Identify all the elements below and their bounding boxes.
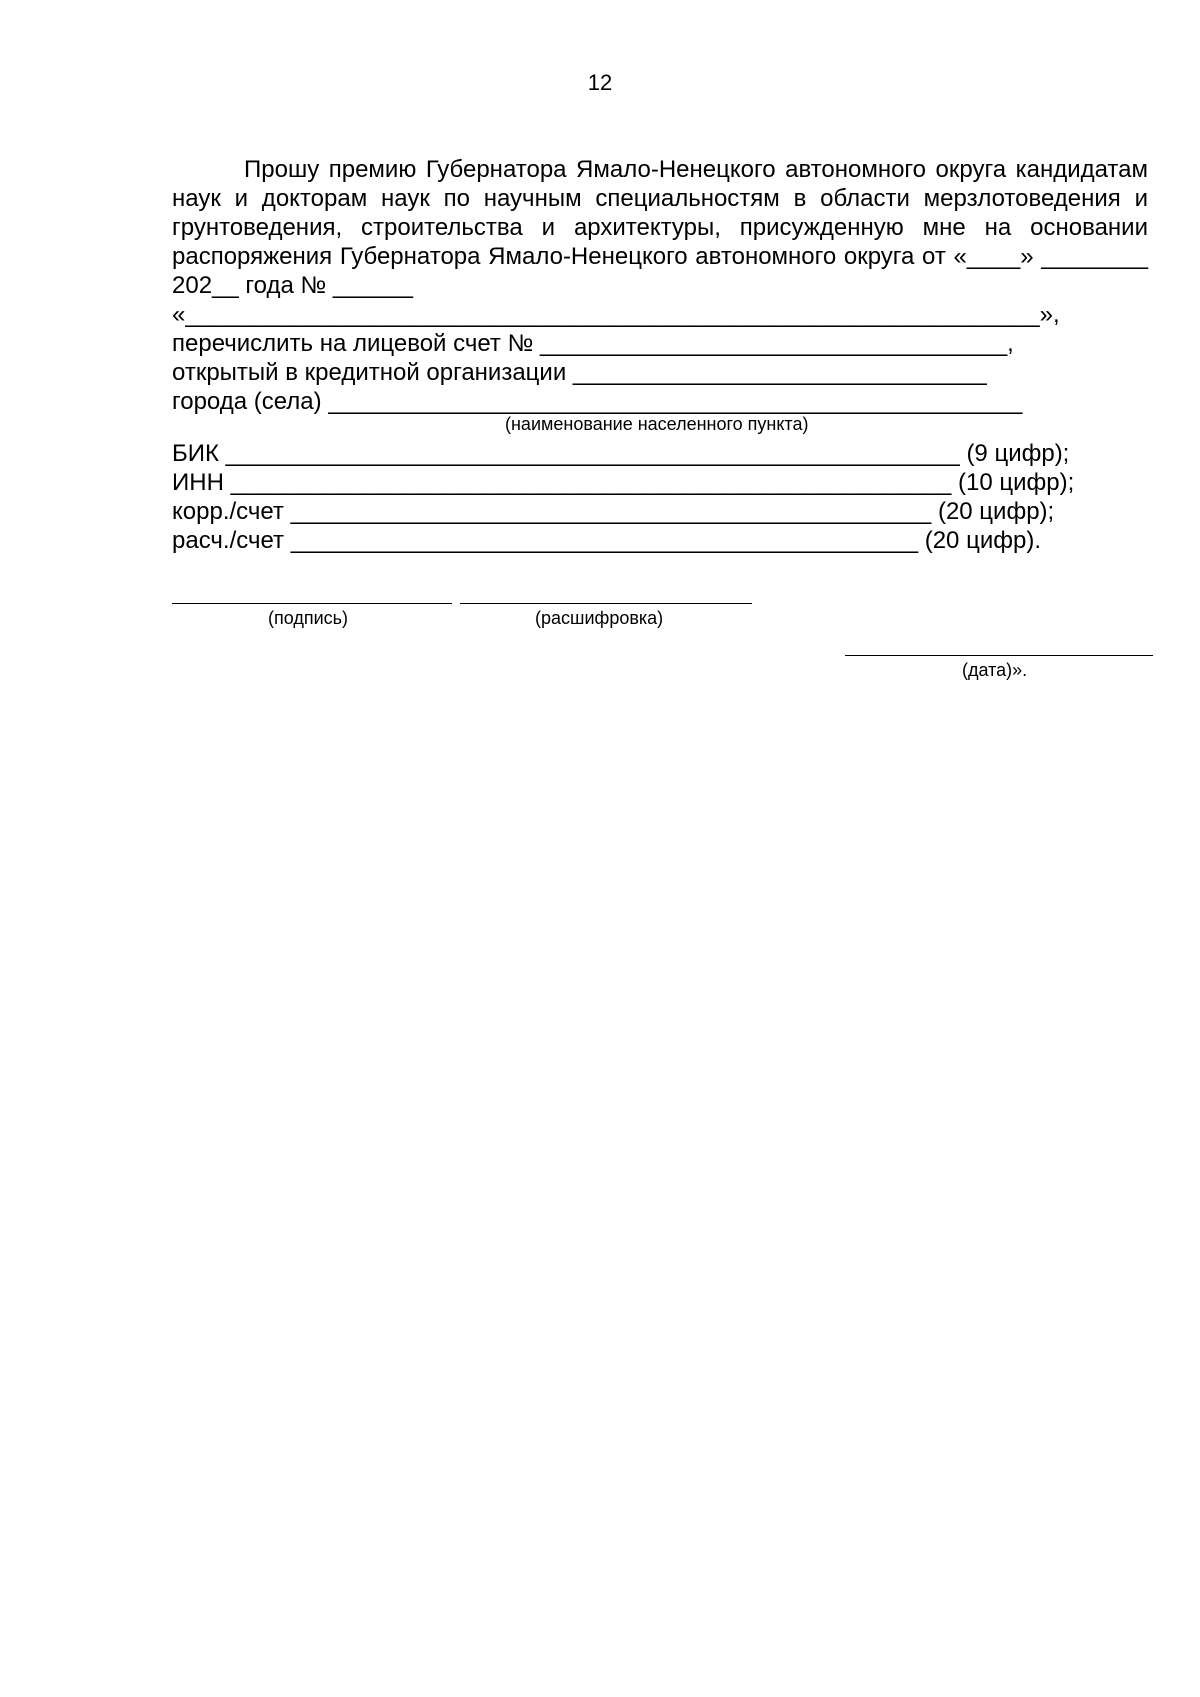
bik-line: БИК _______________________________________________________ (9 цифр);: [172, 440, 1070, 467]
quote-line: «________________________________________________________________»,: [172, 301, 1060, 328]
account-line: перечислить на лицевой счет № ___________________________________,: [172, 330, 1014, 357]
date-rule: [845, 655, 1153, 656]
decryption-rule: [460, 603, 752, 604]
date-caption: (дата)».: [962, 660, 1028, 680]
city-line: города (села) ____________________________________________________: [172, 388, 1023, 415]
settlement-caption: (наименование населенного пункта): [505, 414, 809, 434]
decryption-caption: (расшифровка): [535, 608, 664, 628]
signature-rule: [172, 603, 452, 604]
settlement-account-line: расч./счет _______________________________________________ (20 цифр).: [172, 527, 1041, 554]
page-number: 12: [587, 70, 613, 95]
corr-account-line: корр./счет ________________________________________________ (20 цифр);: [172, 498, 1055, 525]
inn-line: ИНН ______________________________________________________ (10 цифр);: [172, 469, 1075, 496]
request-paragraph: Прошу премию Губернатора Ямало-Ненецкого автономного округа кандидатам наук и докторам наук по научным специальностям в области мерзлотоведения и грунтоведения, строительства и архитектуры, присужденную мне на основании распоряжения Губернатора Ямало-Ненецкого автономного округа от «____» ________ 202__ года № ______: [172, 156, 1148, 299]
signature-caption: (подпись): [268, 608, 349, 628]
credit-org-line: открытый в кредитной организации _______________________________: [172, 359, 987, 386]
